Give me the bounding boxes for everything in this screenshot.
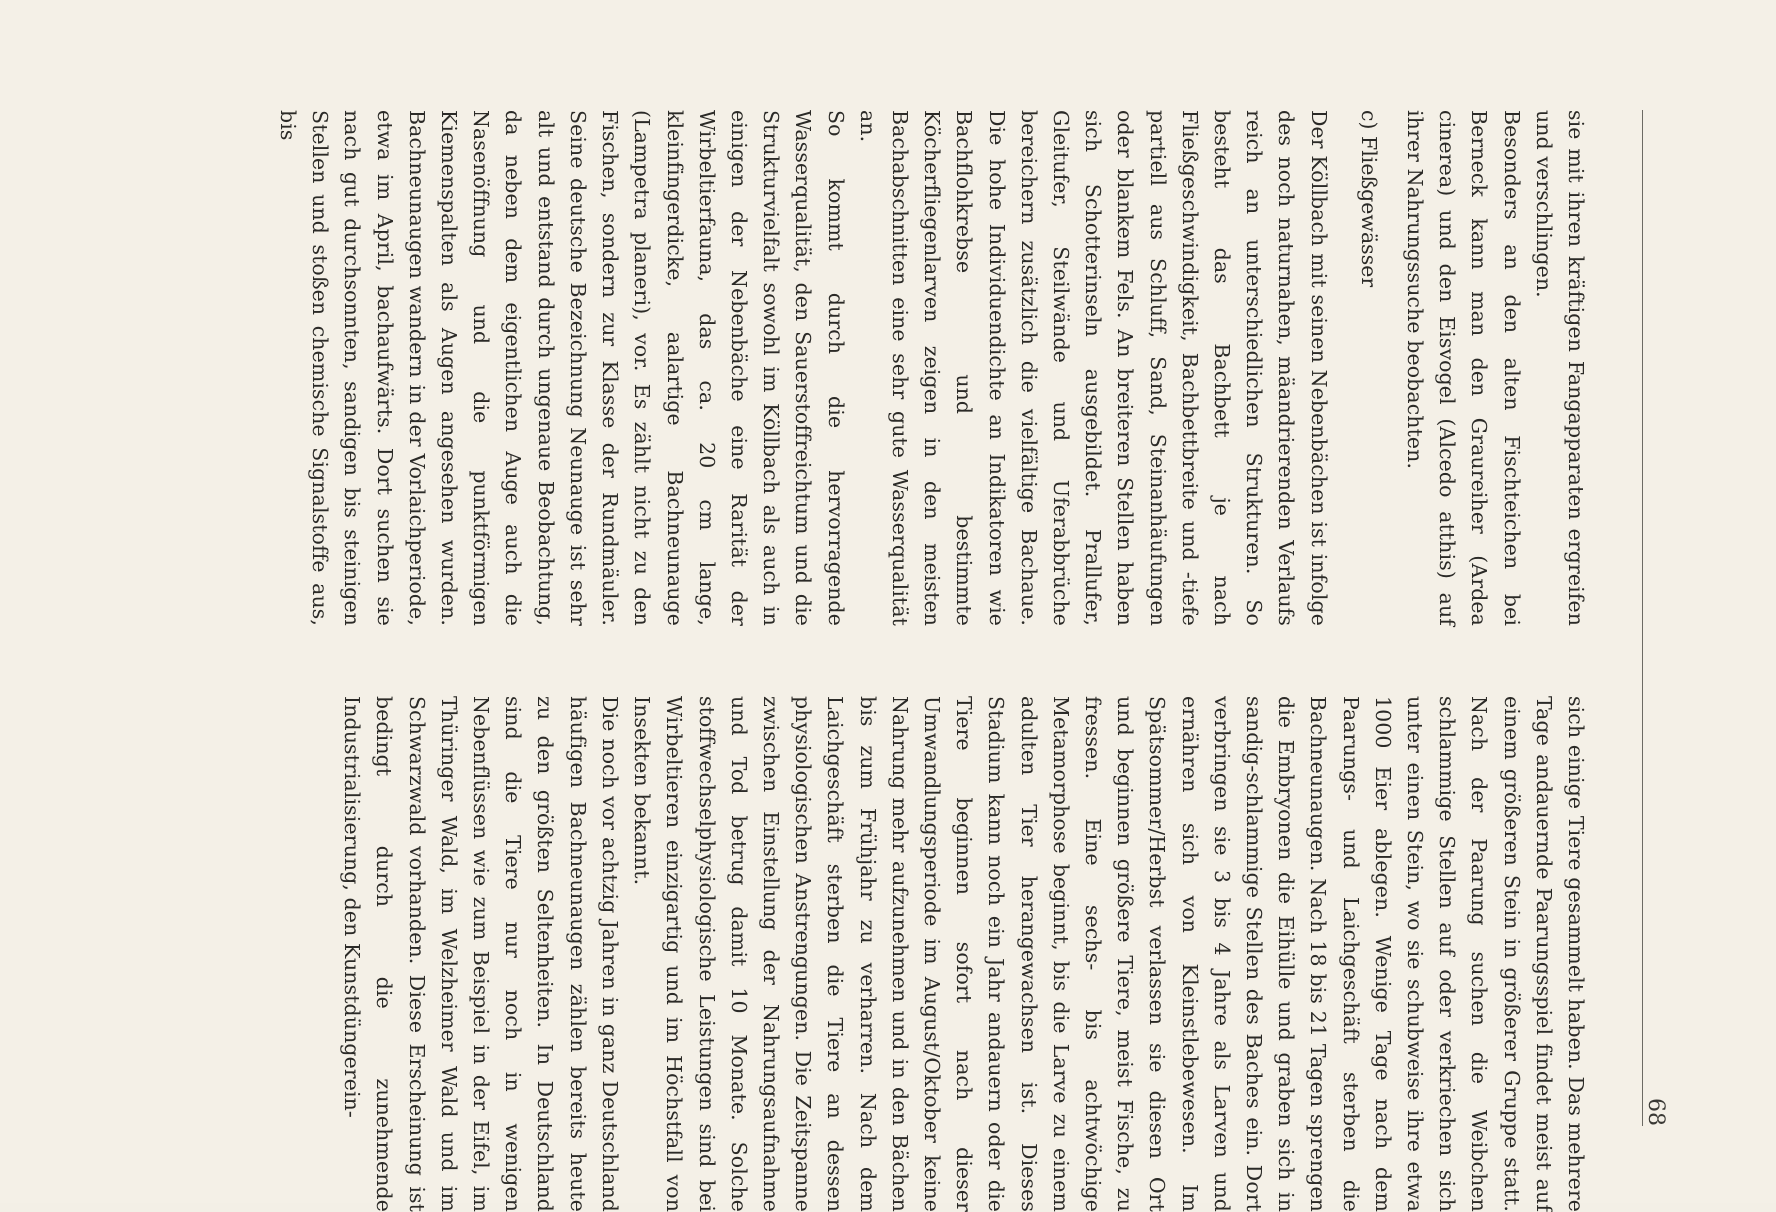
page-number: 68 <box>1643 1098 1668 1126</box>
section-heading: c) Fließgewässer <box>1356 110 1381 288</box>
right-column <box>336 696 1592 1212</box>
paragraph: Die noch vor achtzig Jahren in ganz Deutschland häufigen Bachneunaugen zählen bereits heute zu den größten Seltenheiten. In Deutschland sind die Tiere nur noch in wenigen Nebenflüssen wie zum Beispiel in der Eifel, im Thüringer Wald, im Welzheimer Wald und im Schwarzwald vorhanden. Diese Erscheinung ist bedingt durch die zunehmende Industrialisierung, den Kunstdüngerein- <box>340 696 622 1212</box>
paragraph: sich einige Tiere gesammelt haben. Das mehrere Tage andauernde Paarungsspiel findet meist auf einem größeren Stein in größerer Gruppe statt. Nach der Paarung suchen die Weibchen schlammige Stellen auf oder verkriechen sich unter einen Stein, wo sie schubweise ihre etwa 1000 Eier ablegen. Wenige Tage nach dem Paarungs- und Laichgeschäft sterben die Bachneunaugen. Nach 18 bis 21 Tagen sprengen die Embryonen die Eihülle und graben sich in sandig-schlammige Stellen des Baches ein. Dort verbringen sie 3 bis 4 Jahre als Larven und ernähren sich von Kleinstlebewesen. Im Spätsommer/Herbst verlassen sie diesen Ort und beginnen größere Tiere, meist Fische, zu fressen. Eine sechs- bis achtwöchige Metamorphose beginnt, bis die Larve zu einem adulten Tier herangewachsen ist. Dieses Stadium kann noch ein Jahr andauern oder die Tiere beginnen sofort nach dieser Umwandlungsperiode im August/Oktober keine Nahrung mehr aufzunehmen und in den Bächen bis zum Frühjahr zu verharren. Nach dem Laichgeschäft sterben die Tiere an dessen physiologischen Anstrengungen. Die Zeitspanne zwischen Einstellung der Nahrungsaufnahme und Tod betrug damit 10 Monate. Solche stoffwechselphysiologische Leistungen sind bei Wirbeltieren einzigartig und im Höchstfall von Insekten bekannt. <box>630 696 1588 1212</box>
paragraph: sie mit ihren kräftigen Fangapparaten ergreifen und verschlingen. <box>1531 110 1588 626</box>
header-rule <box>1642 110 1643 1126</box>
left-column <box>272 110 1592 626</box>
paragraph: So kommt durch die hervorragende Wasserqualität, den Sauerstoffreichtum und die Strukturvielfalt sowohl im Köllbach als auch in einigen der Nebenbäche eine Rarität der Wirbeltierfauna, das ca. 20 cm lange, kleinfingerdicke, aalartige Bachneunauge (Lampetra planeri), vor. Es zählt nicht zu den Fischen, sondern zur Klasse der Rundmäuler. Seine deutsche Bezeichnung Neunauge ist sehr alt und entstand durch ungenaue Beobachtung, da neben dem eigentlichen Auge auch die Nasenöffnung und die punktförmigen Kiemenspalten als Augen angesehen wurden. Bachneunaugen wandern in der Vorlaichperiode, etwa im April, bachaufwärts. Dort suchen sie nach gut durchsonnten, sandigen bis steinigen Stellen und stoßen chemische Signalstoffe aus, bis <box>276 110 848 626</box>
paragraph: Besonders an den alten Fischteichen bei Berneck kann man den Graureiher (Ardea cinerea) und den Eisvogel (Alcedo atthis) auf ihrer Nahrungssuche beobachten. <box>1402 110 1524 626</box>
paragraph: Der Köllbach mit seinen Nebenbächen ist infolge des noch naturnahen, mäandrierenden Verlaufs reich an unterschiedlichen Strukturen. So besteht das Bachbett je nach Fließgeschwindigkeit, Bachbettbreite und -tiefe partiell aus Schluff, Sand, Steinanhäufungen oder blankem Fels. An breiteren Stellen haben sich Schotterinseln ausgebildet. Prallufer, Gleitufer, Steilwände und Uferabbrüche bereichern zusätzlich die vielfältige Bachaue. Die hohe Individuendichte an Indikatoren wie Bachflohkrebse und bestimmte Köcherfliegenlarven zeigen in den meisten Bachabschnitten eine sehr gute Wasserqualität an. <box>855 110 1331 626</box>
